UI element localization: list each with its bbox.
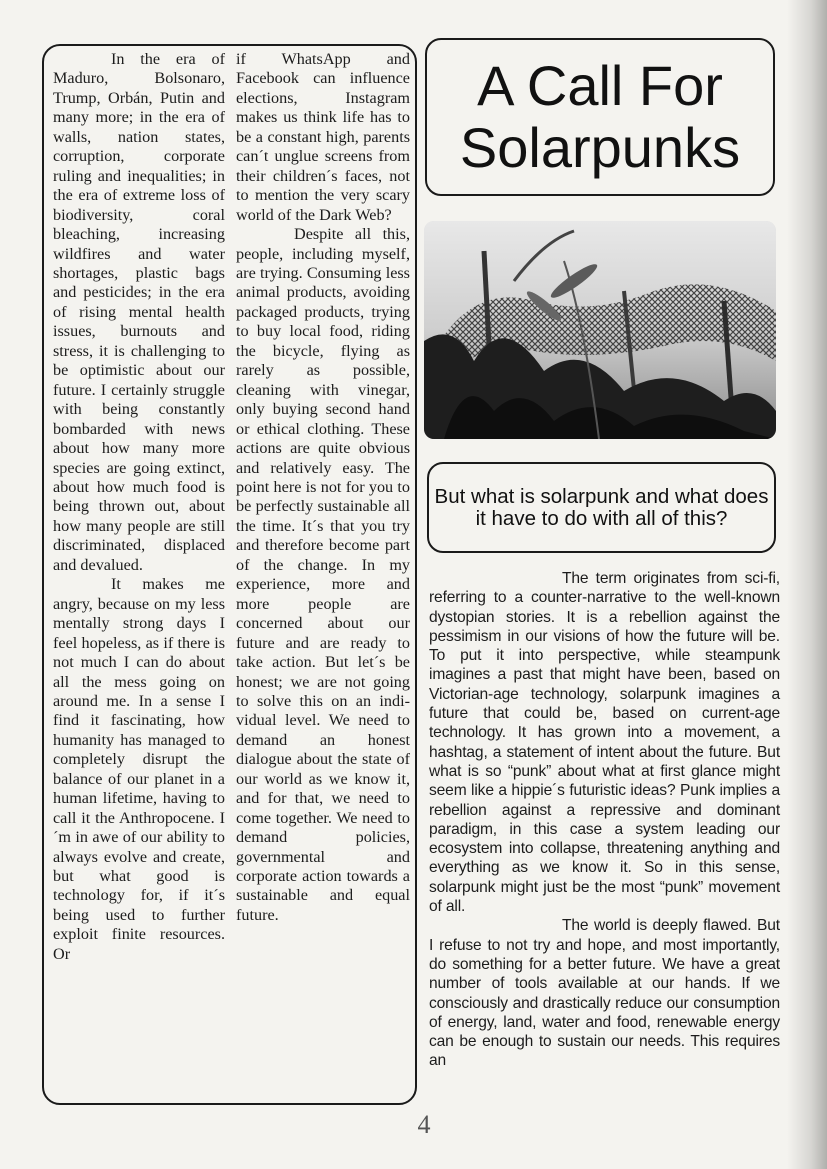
article-photo: [424, 221, 776, 439]
paragraph: In the era of Maduro, Bolsonaro, Trump, Orbán, Putin and many more; in the era of walls, nation states, corruption, corporate ruling and inequalities; in the era of extreme loss of biodiversity, coral bleaching, increasing wildfires and water shortages, plastic bags and pesticides; in the era of rising mental health issues, burnouts and stress, it is challenging to be optimistic about our future. I certainly struggle with being constantly bombarded with news about how many more species are going extinct, about how much food is being thrown out, about how many people are still discriminated, displaced and devalued.: [53, 50, 225, 574]
text-column-middle: [236, 50, 410, 925]
paragraph: The world is deeply flawed. But I refuse to not try and hope, and most importantly, do something for a better future. We have a great number of tools available at our hands. If we consciously and drastically reduce our consumption of energy, land, water and food, renewable energy can be enough to sustain our needs. This requires an: [429, 917, 780, 1070]
paragraph: Despite all this, people, including myself, are trying. Consuming less animal products, avoiding packaged products, trying to buy local food, riding the bicycle, flying as rarely as possible, cleaning with vinegar, only buying second hand or ethical clothing. These actions are quite obvious and relatively easy. The point here is not for you to be perfectly sustainable all the time. It´s that you try and therefore become part of the change. In my experience, more and more people are concerned about our future and are ready to take action. But let´s be honest; we are not going to solve this on an individual level. We need to demand an honest dialogue about the state of our world as we know it, and for that, we need to come together. We need to demand policies, governmental and corporate action towards a sustainable and equal future.: [236, 225, 410, 924]
paragraph: if WhatsApp and Facebook can influence elections, Instagram makes us think life has to be a constant high, parents can´t unglue screens from their children´s faces, not to mention the very scary world of the Dark Web?: [236, 50, 410, 224]
paragraph: The term originates from sci-fi, referring to a counter-narrative to the well-known dystopian stories. It is a rebellion against the pessimism in our visions of how the future will be. To put it into perspective, while steampunk imagines a past that might have been, based on Victorian-age technology, solarpunk imagines a future that could be, based on current-age technology. It has grown into a movement, a hashtag, a statement of intent about the future. But what is so “punk” about what at first glance might seem like a hippie´s futuristic ideas? Punk implies a rebellion against a repressive and dominant paradigm, in this case a system leading our ecosystem into collapse, threatening anything and everything as we know it. So in this sense, solarpunk might just be the most “punk” movement of all.: [429, 570, 780, 916]
subheading-box: [427, 462, 776, 553]
article-title: A Call For Solarpunks: [459, 54, 741, 179]
subheading: But what is solarpunk and what does it have to do with all of this?: [434, 484, 769, 530]
text-column-right: [429, 569, 780, 1071]
paragraph: It makes me angry, because on my less mentally strong days I feel hopeless, as if there is not much I can do about all the mess going on around me. In a sense I find it fascinating, how humanity has managed to completely disrupt the balance of our planet in a human lifetime, having to call it the Anthropocene. I´m in awe of our ability to always evolve and create, but what good is technology for, if it´s being used to further exploit finite resources. Or: [53, 575, 225, 963]
page-number: 4: [417, 1110, 431, 1139]
page-edge-shadow: [787, 0, 827, 1169]
title-box: [425, 38, 775, 196]
text-column-left: [53, 50, 225, 964]
photo-plants-shade-structure-icon: [424, 221, 776, 439]
